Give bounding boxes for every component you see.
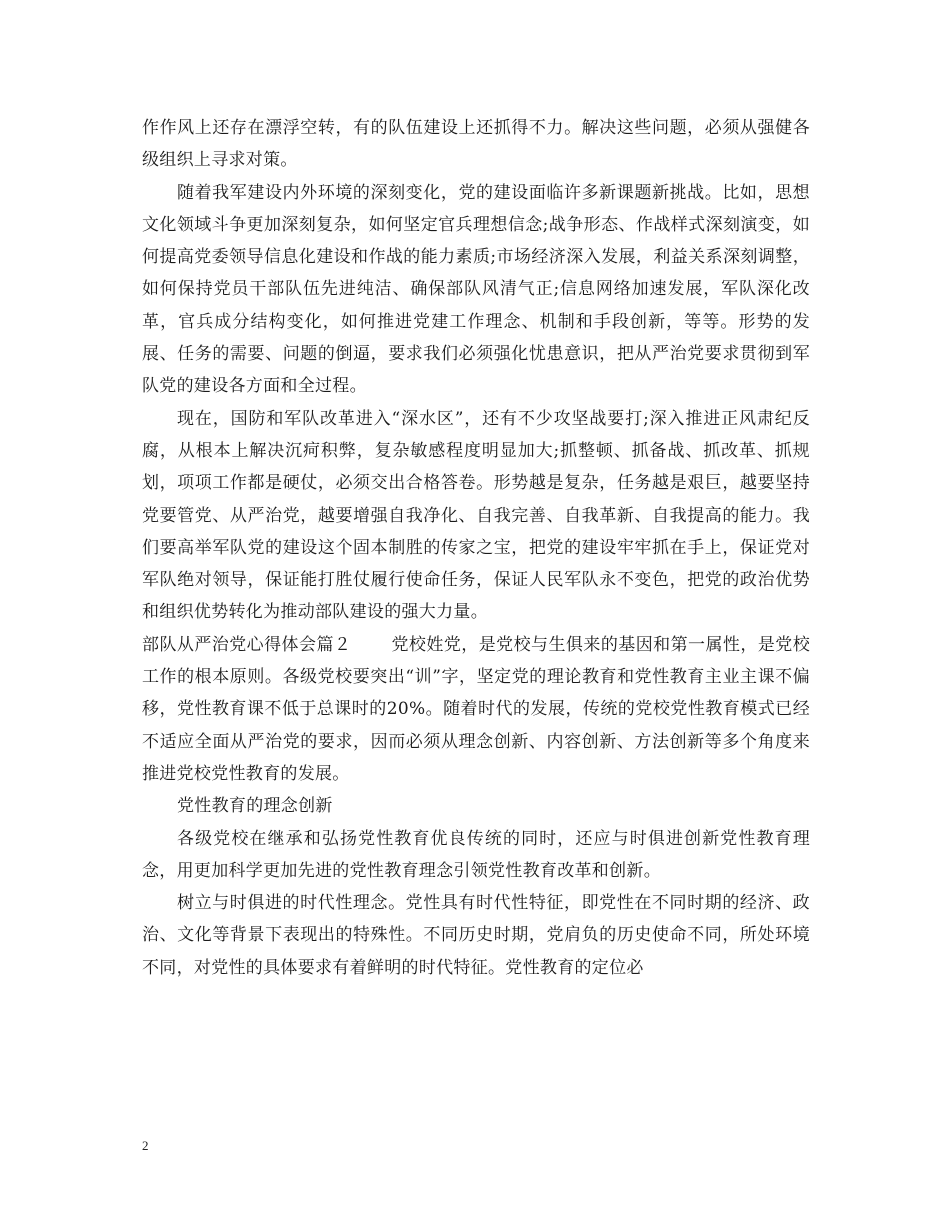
page-number: 2 <box>142 1138 149 1153</box>
section-2-paragraph <box>142 629 810 790</box>
paragraph-6: 树立与时俱进的时代性理念。党性具有时代性特征，即党性在不同时期的经济、政治、文化等背景下表现出的特殊性。不同历史时期，党肩负的历史使命不同，所处环境不同，对党性的具体要求有着鲜明的时代特征。党性教育的定位必 <box>142 893 810 978</box>
section-2-text: 党校姓党，是党校与生俱来的基因和第一属性，是党校工作的根本原则。各级党校要突出“训”字，坚定党的理论教育和党性教育主业主课不偏移，党性教育课不低于总课时的20%。随着时代的发展，传统的党校党性教育模式已经不适应全面从严治党的要求，因而必须从理念创新、内容创新、方法创新等多个角度来推进党校党性教育的发展。 <box>142 634 811 784</box>
paragraph-1: 作作风上还存在漂浮空转，有的队伍建设上还抓得不力。解决这些问题，必须从强健各级组织上寻求对策。 <box>142 118 810 171</box>
document-body <box>142 112 810 984</box>
paragraph-3: 现在，国防和军队改革进入“深水区”，还有不少攻坚战要打;深入推进正风肃纪反腐，从根本上解决沉疴积弊，复杂敏感程度明显加大;抓整顿、抓备战、抓改革、抓规划，项项工作都是硬仗，必须交出合格答卷。形势越是复杂，任务越是艰巨，越要坚持党要管党、从严治党，越要增强自我净化、自我完善、自我革新、自我提高的能力。我们要高举军队党的建设这个固本制胜的传家之宝，把党的建设牢牢抓在手上，保证党对军队绝对领导，保证能打胜仗履行使命任务，保证人民军队永不变色，把党的政治优势和组织优势转化为推动部队建设的强大力量。 <box>142 408 810 623</box>
subheading-theory-innovation: 党性教育的理念创新 <box>177 796 333 817</box>
section-2-heading: 部队从严治党心得体会篇２ <box>142 634 352 655</box>
paragraph-2: 随着我军建设内外环境的深刻变化，党的建设面临许多新课题新挑战。比如，思想文化领域斗争更加深刻复杂，如何坚定官兵理想信念;战争形态、作战样式深刻演变，如何提高党委领导信息化建设和作战的能力素质;市场经济深入发展，利益关系深刻调整，如何保持党员干部队伍先进纯洁、确保部队风清气正;信息网络加速发展，军队深化改革，官兵成分结构变化，如何推进党建工作理念、机制和手段创新，等等。形势的发展、任务的需要、问题的倒逼，要求我们必须强化忧患意识，把从严治党要求贯彻到军队党的建设各方面和全过程。 <box>142 182 810 397</box>
paragraph-5: 各级党校在继承和弘扬党性教育优良传统的同时，还应与时俱进创新党性教育理念，用更加科学更加先进的党性教育理念引领党性教育改革和创新。 <box>142 828 810 881</box>
